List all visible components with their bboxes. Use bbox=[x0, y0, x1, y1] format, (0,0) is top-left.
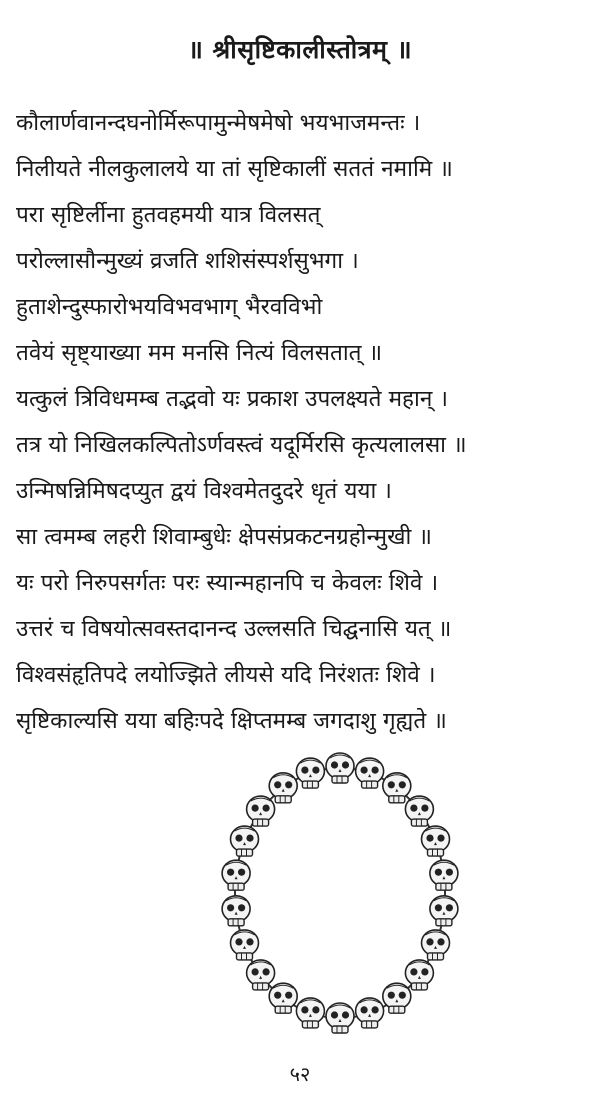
skull-icon bbox=[383, 773, 411, 803]
verse-line: परोल्लासौन्मुख्यं व्रजति शशिसंस्पर्शसुभगा । bbox=[16, 248, 359, 274]
skull-icon bbox=[247, 796, 275, 826]
skull-icon bbox=[231, 826, 259, 856]
verse-line: परा सृष्टिर्लीना हुतवहमयी यात्र विलसत् bbox=[16, 202, 321, 228]
verse-lines bbox=[16, 100, 592, 744]
skull-icon bbox=[296, 998, 324, 1028]
skull-icon bbox=[326, 1003, 354, 1033]
verse-line: यत्कुलं त्रिविधमम्ब तद्भवो यः प्रकाश उपलक्ष्यते महान् । bbox=[16, 386, 448, 412]
skull-icon bbox=[296, 758, 324, 788]
verse-line: सा त्वमम्ब लहरी शिवाम्बुधेः क्षेपसंप्रकटनग्रहोन्मुखी ॥ bbox=[16, 524, 432, 550]
skull-icon bbox=[222, 896, 250, 926]
verse-line: तवेयं सृष्ट्याख्या मम मनसि नित्यं विलसतात् ॥ bbox=[16, 340, 383, 366]
stotra-title: ॥ श्रीसृष्टिकालीस्तोत्रम् ॥ bbox=[187, 35, 413, 64]
verse-line: हुताशेन्दुस्फारोभयविभवभाग् भैरवविभो bbox=[16, 294, 323, 320]
skull-icon bbox=[430, 896, 458, 926]
skull-icon bbox=[222, 860, 250, 890]
skull-garland-illustration bbox=[200, 745, 480, 1045]
skull-icon bbox=[269, 983, 297, 1013]
page-number: ५२ bbox=[289, 1062, 311, 1086]
skull-icon bbox=[231, 930, 259, 960]
skull-icon bbox=[430, 860, 458, 890]
verse-line: कौलार्णवानन्दघनोर्मिरूपामुन्मेषमेषो भयभाजमन्तः । bbox=[16, 110, 421, 136]
skull-icon bbox=[356, 998, 384, 1028]
verse-line: विश्वसंहृतिपदे लयोज्झिते लीयसे यदि निरंशतः शिवे । bbox=[16, 662, 436, 688]
verse-line: यः परो निरुपसर्गतः परः स्यान्महानपि च केवलः शिवे । bbox=[16, 570, 439, 596]
skull-icon bbox=[356, 758, 384, 788]
skull-icon bbox=[326, 753, 354, 783]
skull-icon bbox=[422, 826, 450, 856]
verse-line: सृष्टिकाल्यसि यया बहिःपदे क्षिप्तमम्ब जगदाशु गृह्यते ॥ bbox=[16, 708, 447, 734]
skull-icon bbox=[422, 930, 450, 960]
skull-group bbox=[222, 753, 458, 1033]
skull-icon bbox=[383, 983, 411, 1013]
skull-icon bbox=[269, 773, 297, 803]
verse-line: तत्र यो निखिलकल्पितोऽर्णवस्त्वं यदूर्मिरसि कृत्यलालसा ॥ bbox=[16, 432, 467, 458]
verse-line: उन्मिषन्निमिषदप्युत द्वयं विश्वमेतदुदरे धृतं यया । bbox=[16, 478, 392, 504]
verse-line: उत्तरं च विषयोत्सवस्तदानन्द उल्लसति चिद्घनासि यत् ॥ bbox=[16, 616, 452, 642]
verse-line: निलीयते नीलकुलालये या तां सृष्टिकालीं सततं नमामि ॥ bbox=[16, 156, 453, 182]
skull-icon bbox=[405, 796, 433, 826]
